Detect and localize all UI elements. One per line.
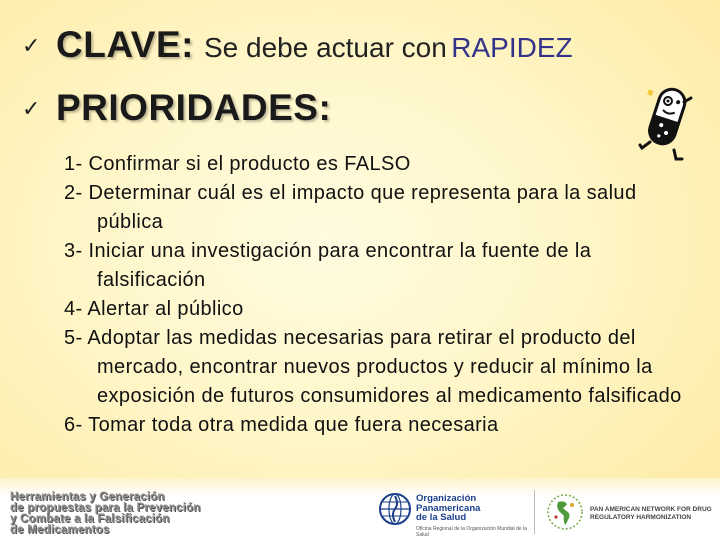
checkmark-icon: ✓ xyxy=(22,34,41,59)
program-logo xyxy=(10,492,242,536)
clave-text: Se debe actuar con xyxy=(203,32,447,63)
list-item: 4- Alertar al público xyxy=(64,298,244,320)
list-item: 5- Adoptar las medidas necesarias para retirar el producto del mercado, encontrar nuevos productos y reducir al mínimo la exposición de futuros consumidores al medicamento falsificado xyxy=(64,327,682,407)
ops-logo-subtitle: Oficina Regional de la Organización Mundial de la Salud xyxy=(416,526,527,538)
clave-label: CLAVE: xyxy=(56,24,194,65)
footer-divider xyxy=(534,490,535,534)
program-logo-line: de propuestas para la Prevención xyxy=(10,502,201,514)
panam-logo-line: PAN AMERICAN NETWORK FOR DRUG xyxy=(590,506,712,513)
prioridades-label: PRIORIDADES: xyxy=(56,87,332,128)
globe-emblem-icon xyxy=(378,492,412,526)
panam-logo-line: REGULATORY HARMONIZATION xyxy=(590,514,692,521)
clave-heading xyxy=(56,24,573,66)
ops-logo-line: Panamericana xyxy=(416,502,481,514)
ops-logo-line: de la Salud xyxy=(416,512,467,523)
program-logo-line: y Combate a la Falsificación xyxy=(10,513,170,525)
priorities-list xyxy=(64,150,684,440)
panam-logo-text xyxy=(590,506,712,522)
list-item: 6- Tomar toda otra medida que fuera necesaria xyxy=(64,414,499,436)
clave-accent: RAPIDEZ xyxy=(451,32,573,63)
program-logo-line: Herramientas y Generación xyxy=(10,491,165,503)
checkmark-icon: ✓ xyxy=(22,97,41,122)
list-item: 2- Determinar cuál es el impacto que representa para la salud pública xyxy=(64,182,637,233)
ops-logo-line: Organización xyxy=(416,493,477,504)
americas-map-badge-icon xyxy=(546,493,584,531)
list-item: 1- Confirmar si el producto es FALSO xyxy=(64,153,411,175)
program-logo-line: de Medicamentos xyxy=(10,524,110,536)
list-item: 3- Iniciar una investigación para encontrar la fuente de la falsificación xyxy=(64,240,592,291)
prioridades-heading xyxy=(56,87,331,129)
ops-logo-text xyxy=(416,494,480,523)
